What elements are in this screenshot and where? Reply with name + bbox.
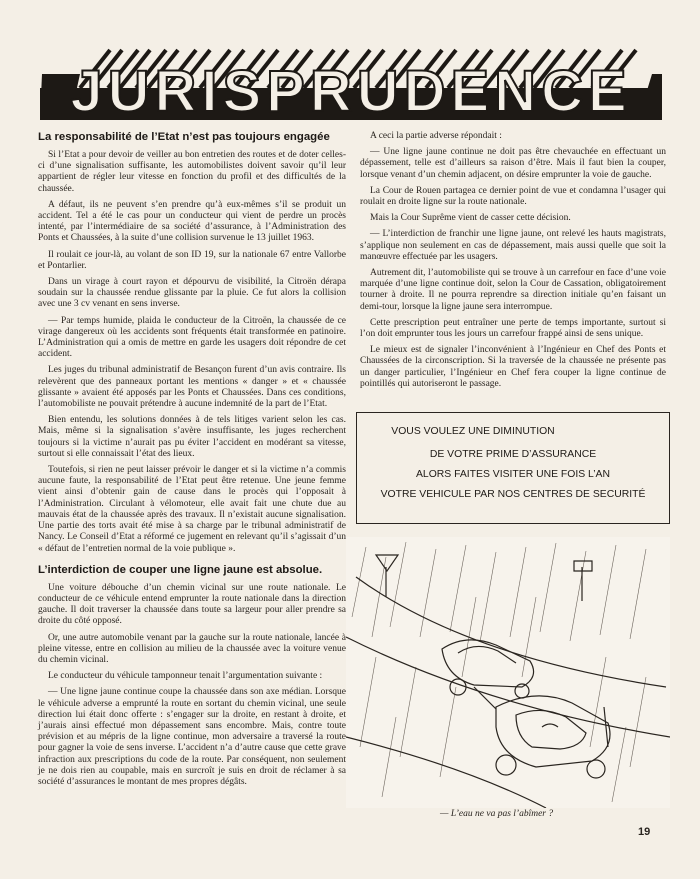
paragraph: — Une ligne jaune continue coupe la chaussée dans son axe médian. Lorsque le véhicule adverse a emprunté la route en sortant du chemin vicinal, une seule direction lui était donc offerte : s’engager sur la droite, en restant à droite, et j’aurais ainsi effectué mon dépassement sans encombre. Mais, contre toute prévision et au mépris de la ligne continue, mon adversaire a traversé la route pour gagner la voie de sens inverse. L’accident n’a d’autre cause que cette grave infraction aux prescriptions du code de la route. Par conséquent, non seulement je ne dois rien au coupable, mais en surcroît je suis en droit de réclamer à sa société d’assurances le montant de mes propres dégâts.	[38, 687, 346, 787]
paragraph: — L’interdiction de franchir une ligne jaune, ont relevé les hauts magistrats, s’applique non seulement en cas de dépassement, mais aussi quelle que soit la manœuvre effectuée par les usagers.	[360, 229, 666, 262]
paragraph: Une voiture débouche d’un chemin vicinal sur une route nationale. Le conducteur de ce véhicule entend emprunter la route nationale dans la direction gauche. Il doit traverser la chaussée dans toute sa largeur pour aller prendre sa droite du côté opposé.	[38, 582, 346, 627]
ad-line: VOTRE VEHICULE PAR NOS CENTRES DE SECURITÉ	[380, 489, 646, 500]
paragraph: Le conducteur du véhicule tamponneur tenait l’argumentation suivante :	[48, 671, 323, 682]
paragraph: Les juges du tribunal administratif de Besançon furent d’un avis contraire. Ils relevèrent que des panneaux portant les mentions « danger » et « chaussée glissante » avaient été apposés par les Ponts et Chaussées. Dans ces conditions, l’automobiliste ne pouvait prétendre à aucune indemnité de la part de l’Etat.	[38, 365, 346, 410]
paragraph: Dans un virage à court rayon et dépourvu de visibilité, la Citroën dérapa soudain sur la chaussée rendue glissante par la pluie. Ce fut alors la collision avec une 3 cv venant en sens inverse.	[38, 277, 346, 310]
page-number: 19	[638, 826, 651, 838]
paragraph: A ceci la partie adverse répondait :	[370, 131, 502, 141]
paragraph: Bien entendu, les solutions données à de tels litiges varient selon les cas. Mais, même si la signalisation s’avère insuffisante, les juges recherchent toujours si la victime n’aurait pas pu éviter l’accident en modérant sa vitesse, surtout si elle connaissait l’état des lieux.	[38, 415, 346, 459]
paragraph: Si l’Etat a pour devoir de veiller au bon entretien des routes et de doter celles-ci d’une signalisation suffisante, les automobilistes doivent savoir qu’il leur appartient de régler leur vitesse en fonction du profil et des difficultés de la chaussée.	[38, 150, 346, 194]
paragraph: Toutefois, si rien ne peut laisser prévoir le danger et si la victime n’a commis aucune faute, la responsabilité de l’Etat peut être retenue. Une jeune femme vient ainsi d’obtenir gain de cause dans le procès qui l’opposait à l’Administration. Circulant à vélomoteur, elle avait fait une chute due au mauvais état de la chaussée après des travaux. Il n’existait aucune signalisation. Une partie des torts avait été mise à sa charge par le tribunal administratif de Nancy. Le Conseil d’Etat a réformé ce jugement en relevant qu’il s’agissait d’un « défaut de l’entretien normal de la voie publique ».	[38, 465, 346, 554]
insurance-ad-box	[356, 412, 670, 524]
ad-line: VOUS VOULEZ UNE DIMINUTION	[391, 426, 555, 437]
cartoon-car-in-rain-drawing	[346, 537, 670, 808]
paragraph: — Par temps humide, plaida le conducteur de la Citroën, la chaussée de ce virage dangereux où les accidents sont fréquents était transformée en patinoire. L’Administration qui a omis de mettre en garde les usagers doit répondre de cet accident.	[38, 315, 346, 360]
paragraph: Il roulait ce jour-là, au volant de son ID 19, sur la nationale 67 entre Vallorbe et Pontarlier.	[38, 249, 346, 271]
section-heading-state-responsibility: La responsabilité de l’Etat n’est pas toujours engagée	[38, 131, 330, 143]
left-column	[38, 131, 346, 793]
paragraph: — Une ligne jaune continue ne doit pas être chevauchée en effectuant un dépassement, telle est d’ailleurs sa raison d’être. Mais il faut bien la couper, lorsque venant d’un chemin adjacent, on désire emprunter la voie de gauche.	[360, 147, 666, 180]
paragraph: Mais la Cour Suprême vient de casser cette décision.	[370, 213, 571, 224]
ad-line: ALORS FAITES VISITER UNE FOIS L’AN	[415, 469, 610, 480]
section-heading-yellow-line: L’interdiction de couper une ligne jaune est absolue.	[38, 563, 323, 576]
page-title: JURISPRUDENCE	[70, 59, 632, 124]
ad-line: DE VOTRE PRIME D’ASSURANCE	[429, 449, 597, 460]
right-column	[360, 131, 666, 395]
paragraph: Cette prescription peut entraîner une perte de temps importante, surtout si l’on doit emprunter tous les jours un carrefour frappé ainsi de sens unique.	[360, 317, 666, 340]
paragraph: A défaut, ils ne peuvent s’en prendre qu’à eux-mêmes s’il se produit un accident. Tel a été le cas pour un conducteur qui vient de perdre un procès intenté, par l’intermédiaire de sa société d’assurance, à l’Administration des Ponts et Chaussées, à la suite d’une collision survenue le 13 juillet 1963.	[38, 199, 346, 244]
paragraph: Le mieux est de signaler l’inconvénient à l’Ingénieur en Chef des Ponts et Chaussées de la circonscription. Si la traversée de la chaussée ne présente pas un danger particulier, l’Ingénieur en Chef fera couper la ligne continue de pointillés qui autoriseront le passage.	[360, 345, 666, 389]
paragraph: Autrement dit, l’automobiliste qui se trouve à un carrefour en face d’une voie marquée d’une ligne continue doit, selon la Cour de Cassation, obligatoirement tourner à droite. Il ne pourra reprendre sa direction initiale qu’en faisant un demi-tour, lorsque la ligne jaune sera interrompue.	[360, 268, 666, 312]
cartoon-caption: — L’eau ne va pas l’abîmer ?	[440, 809, 554, 819]
cartoon-illustration	[346, 537, 670, 808]
paragraph: La Cour de Rouen partagea ce dernier point de vue et condamna l’usager qui roulait en droite ligne sur la route nationale.	[360, 185, 666, 208]
paragraph: Or, une autre automobile venant par la gauche sur la route nationale, lancée à pleine vitesse, entre en collision au milieu de la chaussée avec la voiture venue du chemin vicinal.	[38, 632, 346, 665]
